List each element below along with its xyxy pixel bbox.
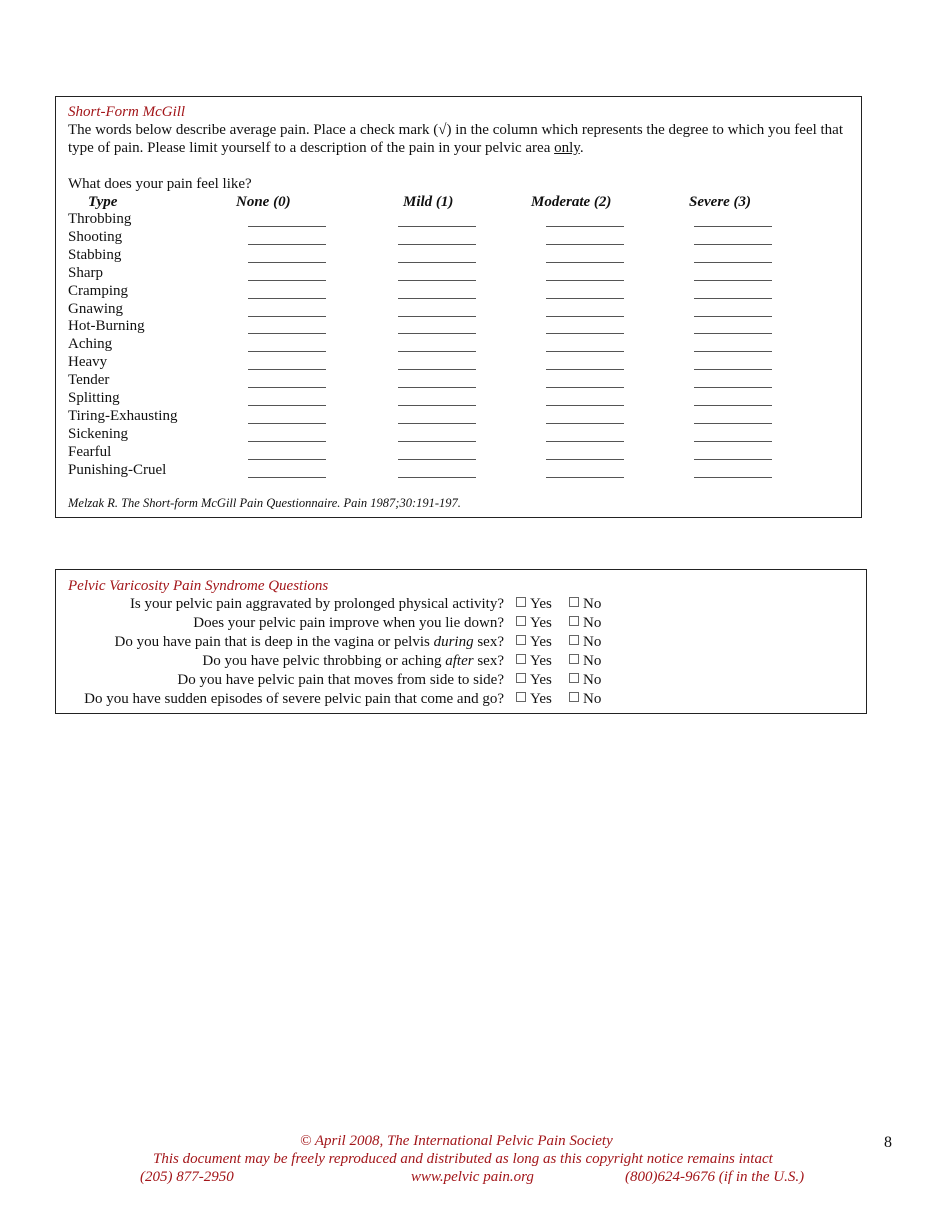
mild-blank[interactable]: [398, 353, 476, 370]
mcgill-title: Short-Form McGill: [68, 104, 186, 120]
yes-label: Yes: [530, 615, 552, 631]
severe-blank[interactable]: [694, 210, 772, 227]
yes-checkbox-icon[interactable]: [516, 654, 526, 664]
mild-blank[interactable]: [398, 443, 476, 460]
yes-label: Yes: [530, 691, 552, 707]
citation: Melzak R. The Short-form McGill Pain Questionnaire. Pain 1987;30:191-197.: [68, 496, 461, 510]
yes-option[interactable]: [516, 633, 552, 652]
pain-type-row: [68, 317, 848, 335]
moderate-blank[interactable]: [546, 461, 624, 478]
severe-blank[interactable]: [694, 425, 772, 442]
severe-blank[interactable]: [694, 461, 772, 478]
yes-option[interactable]: [516, 690, 552, 709]
severe-blank[interactable]: [694, 443, 772, 460]
question-row: [68, 633, 858, 652]
instructions-text: The words below describe average pain. Place a check mark (√) in the column which represents the degree to which you feel that type of pain. Please limit yourself to a description of the pain in your pelvic area: [68, 122, 844, 156]
footer-phone: (205) 877-2950: [140, 1169, 234, 1185]
severe-blank[interactable]: [694, 407, 772, 424]
severe-blank[interactable]: [694, 353, 772, 370]
question-row: [68, 595, 858, 614]
none-blank[interactable]: [248, 407, 326, 424]
header-mild: Mild (1): [403, 194, 454, 210]
none-blank[interactable]: [248, 317, 326, 334]
no-checkbox-icon[interactable]: [569, 692, 579, 702]
mild-blank[interactable]: [398, 264, 476, 281]
pain-type-row: [68, 371, 848, 389]
no-label: No: [583, 615, 602, 631]
no-option[interactable]: [569, 595, 601, 614]
mild-blank[interactable]: [398, 210, 476, 227]
question-text: [202, 652, 504, 671]
pain-type-label: Fearful: [68, 443, 112, 460]
severe-blank[interactable]: [694, 371, 772, 388]
question-text-part: Does your pelvic pain improve when you lie down?: [193, 615, 504, 631]
severe-blank[interactable]: [694, 264, 772, 281]
moderate-blank[interactable]: [546, 443, 624, 460]
pain-type-row: [68, 300, 848, 318]
question-text: [84, 690, 504, 709]
moderate-blank[interactable]: [546, 282, 624, 299]
mild-blank[interactable]: [398, 300, 476, 317]
question-text-part: Is your pelvic pain aggravated by prolonged physical activity?: [129, 596, 504, 612]
question-text: [114, 633, 504, 652]
no-label: No: [583, 691, 602, 707]
pain-type-label: Hot-Burning: [68, 318, 145, 335]
no-label: No: [583, 634, 602, 650]
pain-type-label: Heavy: [68, 354, 108, 371]
yes-checkbox-icon[interactable]: [516, 616, 526, 626]
page-number: 8: [884, 1134, 892, 1151]
severe-blank[interactable]: [694, 389, 772, 406]
mild-blank[interactable]: [398, 228, 476, 245]
pain-type-row: [68, 228, 848, 246]
moderate-blank[interactable]: [546, 335, 624, 352]
no-label: No: [583, 596, 602, 612]
no-option[interactable]: [569, 652, 601, 671]
question-text-part: Do you have pelvic throbbing or aching: [202, 653, 446, 669]
header-severe: Severe (3): [689, 194, 752, 210]
pain-type-row: [68, 264, 848, 282]
severe-blank[interactable]: [694, 335, 772, 352]
none-blank[interactable]: [248, 443, 326, 460]
yes-label: Yes: [530, 596, 552, 612]
footer-tollfree: (800)624-9676 (if in the U.S.): [625, 1169, 805, 1185]
no-checkbox-icon[interactable]: [569, 673, 579, 683]
question-emphasis: after: [445, 653, 474, 669]
none-blank[interactable]: [248, 210, 326, 227]
question-text-part: sex?: [473, 653, 504, 669]
question-text-part: Do you have pelvic pain that moves from side to side?: [177, 672, 504, 688]
yes-option[interactable]: [516, 614, 552, 633]
mcgill-questionnaire: [55, 96, 862, 518]
none-blank[interactable]: [248, 246, 326, 263]
pain-type-row: [68, 335, 848, 353]
severe-blank[interactable]: [694, 246, 772, 263]
no-option[interactable]: [569, 614, 601, 633]
mild-blank[interactable]: [398, 461, 476, 478]
pain-type-row: [68, 282, 848, 300]
severe-blank[interactable]: [694, 228, 772, 245]
mcgill-instructions: [68, 121, 853, 157]
moderate-blank[interactable]: [546, 407, 624, 424]
question-row: [68, 652, 858, 671]
question-emphasis: during: [433, 634, 474, 650]
yes-checkbox-icon[interactable]: [516, 597, 526, 607]
mcgill-question: What does your pain feel like?: [68, 176, 252, 192]
pain-type-label: Tiring-Exhausting: [68, 407, 178, 424]
yes-checkbox-icon[interactable]: [516, 673, 526, 683]
yes-option[interactable]: [516, 595, 552, 614]
moderate-blank[interactable]: [546, 228, 624, 245]
question-text-part: Do you have sudden episodes of severe pelvic pain that come and go?: [84, 691, 504, 707]
question-row: [68, 690, 858, 709]
none-blank[interactable]: [248, 300, 326, 317]
mild-blank[interactable]: [398, 246, 476, 263]
no-checkbox-icon[interactable]: [569, 597, 579, 607]
yes-option[interactable]: [516, 652, 552, 671]
none-blank[interactable]: [248, 353, 326, 370]
pain-type-label: Shooting: [68, 228, 123, 245]
mild-blank[interactable]: [398, 407, 476, 424]
pain-type-label: Tender: [68, 372, 110, 389]
severe-blank[interactable]: [694, 282, 772, 299]
pvps-title: Pelvic Varicosity Pain Syndrome Questions: [68, 578, 329, 594]
none-blank[interactable]: [248, 335, 326, 352]
pain-type-row: [68, 353, 848, 371]
mild-blank[interactable]: [398, 371, 476, 388]
moderate-blank[interactable]: [546, 317, 624, 334]
footer-notice: This document may be freely reproduced and distributed as long as this copyright notice remains intact: [153, 1151, 773, 1167]
question-row: [68, 614, 858, 633]
instructions-emphasis: only: [554, 140, 580, 156]
mild-blank[interactable]: [398, 282, 476, 299]
header-none: None (0): [236, 194, 291, 210]
no-checkbox-icon[interactable]: [569, 616, 579, 626]
moderate-blank[interactable]: [546, 264, 624, 281]
moderate-blank[interactable]: [546, 210, 624, 227]
question-text: [177, 671, 504, 690]
question-text-part: Do you have pain that is deep in the vagina or pelvis: [114, 634, 434, 650]
pain-type-row: [68, 461, 848, 479]
no-label: No: [583, 672, 602, 688]
pain-type-label: Cramping: [68, 282, 128, 299]
yes-label: Yes: [530, 634, 552, 650]
no-option[interactable]: [569, 671, 601, 690]
none-blank[interactable]: [248, 461, 326, 478]
footer-copyright: © April 2008, The International Pelvic Pain Society: [300, 1133, 613, 1149]
mild-blank[interactable]: [398, 425, 476, 442]
pelvic-varicosity-questions: [55, 569, 867, 714]
severe-blank[interactable]: [694, 300, 772, 317]
question-text-part: sex?: [473, 634, 504, 650]
question-text: [193, 614, 504, 633]
pain-type-row: [68, 210, 848, 228]
footer-website[interactable]: www.pelvic pain.org: [411, 1169, 534, 1185]
severe-blank[interactable]: [694, 317, 772, 334]
pain-type-label: Punishing-Cruel: [68, 461, 167, 478]
pain-type-label: Sickening: [68, 425, 128, 442]
none-blank[interactable]: [248, 425, 326, 442]
moderate-blank[interactable]: [546, 353, 624, 370]
none-blank[interactable]: [248, 264, 326, 281]
no-label: No: [583, 653, 602, 669]
question-text: [130, 595, 504, 614]
pain-type-label: Sharp: [68, 264, 103, 281]
none-blank[interactable]: [248, 228, 326, 245]
pain-type-label: Aching: [68, 336, 113, 353]
moderate-blank[interactable]: [546, 300, 624, 317]
mild-blank[interactable]: [398, 335, 476, 352]
moderate-blank[interactable]: [546, 246, 624, 263]
pain-type-row: [68, 246, 848, 264]
none-blank[interactable]: [248, 389, 326, 406]
mild-blank[interactable]: [398, 317, 476, 334]
pain-type-row: [68, 389, 848, 407]
no-checkbox-icon[interactable]: [569, 654, 579, 664]
pain-type-label: Splitting: [68, 390, 120, 406]
moderate-blank[interactable]: [546, 371, 624, 388]
pain-type-label: Gnawing: [68, 300, 123, 317]
no-checkbox-icon[interactable]: [569, 635, 579, 645]
pain-type-label: Throbbing: [68, 211, 132, 227]
mild-blank[interactable]: [398, 389, 476, 406]
header-type: Type: [88, 194, 118, 210]
pain-type-row: [68, 443, 848, 461]
no-option[interactable]: [569, 690, 601, 709]
none-blank[interactable]: [248, 371, 326, 388]
yes-label: Yes: [530, 672, 552, 688]
yes-option[interactable]: [516, 671, 552, 690]
yes-label: Yes: [530, 653, 552, 669]
none-blank[interactable]: [248, 282, 326, 299]
yes-checkbox-icon[interactable]: [516, 635, 526, 645]
moderate-blank[interactable]: [546, 425, 624, 442]
pain-type-label: Stabbing: [68, 246, 122, 263]
header-moderate: Moderate (2): [531, 194, 612, 210]
no-option[interactable]: [569, 633, 601, 652]
question-row: [68, 671, 858, 690]
instructions-end: .: [579, 140, 584, 156]
moderate-blank[interactable]: [546, 389, 624, 406]
pain-type-row: [68, 407, 848, 425]
pain-type-row: [68, 425, 848, 443]
yes-checkbox-icon[interactable]: [516, 692, 526, 702]
